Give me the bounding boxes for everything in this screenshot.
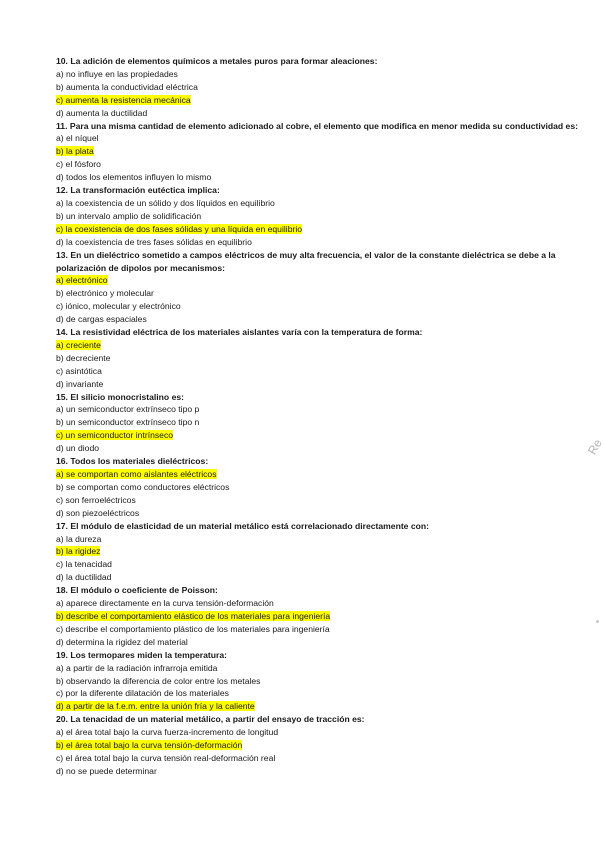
line-text: b) un semiconductor extrínseco tipo n <box>56 417 200 428</box>
answer-option <box>56 700 586 713</box>
answer-option <box>56 507 586 520</box>
answer-option <box>56 339 586 352</box>
highlighted-answer: a) electrónico <box>56 275 108 286</box>
line-text: d) invariante <box>56 378 104 389</box>
line-text: b) electrónico y molecular <box>56 288 154 299</box>
line-text: 12. La transformación eutéctica implica: <box>56 185 220 196</box>
answer-option <box>56 68 586 81</box>
line-text: b) observando la diferencia de color entre los metales <box>56 675 261 686</box>
line-text: b) aumenta la conductividad eléctrica <box>56 81 198 92</box>
question-text <box>56 649 586 662</box>
question-text <box>56 520 586 533</box>
line-text: c) el fósforo <box>56 159 101 170</box>
answer-option <box>56 197 586 210</box>
line-text: d) la ductilidad <box>56 572 112 583</box>
highlighted-answer: b) el área total bajo la curva tensión-deformación <box>56 740 243 751</box>
answer-option <box>56 571 586 584</box>
line-text: a) el área total bajo la curva fuerza-incremento de longitud <box>56 727 279 738</box>
margin-mark-dot <box>596 620 599 623</box>
line-text: d) de cargas espaciales <box>56 314 147 325</box>
answer-option <box>56 274 586 287</box>
line-text: d) no se puede determinar <box>56 765 157 776</box>
answer-option <box>56 132 586 145</box>
line-text: d) determina la rigidez del material <box>56 636 188 647</box>
answer-option <box>56 597 586 610</box>
question-text <box>56 55 586 68</box>
highlighted-answer: b) la rigidez <box>56 546 101 557</box>
line-text: a) aparece directamente en la curva tensión-deformación <box>56 598 274 609</box>
question-text <box>56 326 586 339</box>
line-text: a) a partir de la radiación infrarroja emitida <box>56 662 218 673</box>
line-text: 18. El módulo o coeficiente de Poisson: <box>56 585 218 596</box>
highlighted-answer: b) describe el comportamiento elástico de los materiales para ingeniería <box>56 610 331 621</box>
answer-option <box>56 429 586 442</box>
answer-option <box>56 145 586 158</box>
line-text: b) se comportan como conductores eléctricos <box>56 481 230 492</box>
answer-option <box>56 636 586 649</box>
highlighted-answer: c) la coexistencia de dos fases sólidas y una líquida en equilibrio <box>56 223 303 234</box>
line-text: d) aumenta la ductilidad <box>56 107 148 118</box>
line-text: c) el área total bajo la curva tensión real-deformación real <box>56 752 276 763</box>
answer-option <box>56 416 586 429</box>
answer-option <box>56 675 586 688</box>
line-text: 19. Los termopares miden la temperatura: <box>56 649 227 660</box>
answer-option <box>56 287 586 300</box>
question-text <box>56 584 586 597</box>
answer-option <box>56 610 586 623</box>
answer-option <box>56 545 586 558</box>
line-text: 11. Para una misma cantidad de elemento adicionado al cobre, el elemento que modifica en menor medida su conductividad es: <box>56 120 578 131</box>
highlighted-answer: c) aumenta la resistencia mecánica <box>56 94 191 105</box>
answer-option <box>56 403 586 416</box>
line-text: a) no influye en las propiedades <box>56 68 178 79</box>
highlighted-answer: d) a partir de la f.e.m. entre la unión fría y la caliente <box>56 701 255 712</box>
answer-option <box>56 739 586 752</box>
line-text: 14. La resistividad eléctrica de los materiales aislantes varía con la temperatura de forma: <box>56 327 423 338</box>
question-text <box>56 713 586 726</box>
line-text: 10. La adición de elementos químicos a metales puros para formar aleaciones: <box>56 56 378 66</box>
question-text <box>56 391 586 404</box>
answer-option <box>56 442 586 455</box>
answer-option <box>56 94 586 107</box>
line-text: c) asintótica <box>56 365 102 376</box>
answer-option <box>56 662 586 675</box>
line-text: 20. La tenacidad de un material metálico, a partir del ensayo de tracción es: <box>56 714 365 725</box>
highlighted-answer: a) creciente <box>56 339 101 350</box>
answer-option <box>56 107 586 120</box>
question-text <box>56 455 586 468</box>
line-text: c) por la diferente dilatación de los materiales <box>56 688 229 699</box>
answer-option <box>56 481 586 494</box>
line-text: c) iónico, molecular y electrónico <box>56 301 181 312</box>
line-text: 17. El módulo de elasticidad de un material metálico está correlacionado directamente con: <box>56 520 429 531</box>
margin-watermark: Re <box>585 436 605 457</box>
line-text: a) un semiconductor extrínseco tipo p <box>56 404 200 415</box>
highlighted-answer: a) se comportan como aislantes eléctricos <box>56 469 217 479</box>
answer-option <box>56 300 586 313</box>
highlighted-answer: b) la plata <box>56 146 94 157</box>
line-text: c) la tenacidad <box>56 559 112 570</box>
line-text: a) la coexistencia de un sólido y dos líquidos en equilibrio <box>56 197 275 208</box>
answer-option <box>56 210 586 223</box>
answer-option <box>56 726 586 739</box>
question-text <box>56 184 586 197</box>
line-text: b) un intervalo amplio de solidificación <box>56 210 202 221</box>
line-text: a) el níquel <box>56 133 99 144</box>
answer-option <box>56 558 586 571</box>
answer-option <box>56 365 586 378</box>
answer-option <box>56 468 586 481</box>
answer-option <box>56 623 586 636</box>
line-text: 13. En un dieléctrico sometido a campos eléctricos de muy alta frecuencia, el valor de la constante dieléctrica se debe a la polarización de dipolos por mecanismos: <box>56 249 556 273</box>
line-text: d) la coexistencia de tres fases sólidas en equilibrio <box>56 236 252 247</box>
answer-option <box>56 765 586 778</box>
answer-option <box>56 81 586 94</box>
line-text: d) un diodo <box>56 443 100 454</box>
answer-option <box>56 236 586 249</box>
answer-option <box>56 687 586 700</box>
line-text: d) son piezoeléctricos <box>56 507 140 518</box>
highlighted-answer: c) un semiconductor intrínseco <box>56 430 174 441</box>
answer-option <box>56 158 586 171</box>
line-text: 15. El silicio monocristalino es: <box>56 391 184 402</box>
line-text: c) describe el comportamiento plástico de los materiales para ingeniería <box>56 623 330 634</box>
line-text: d) todos los elementos influyen lo mismo <box>56 172 212 183</box>
answer-option <box>56 752 586 765</box>
answer-option <box>56 352 586 365</box>
answer-option <box>56 313 586 326</box>
question-text <box>56 249 586 275</box>
exam-document <box>56 55 586 778</box>
line-text: c) son ferroeléctricos <box>56 494 136 505</box>
question-text <box>56 120 586 133</box>
answer-option <box>56 494 586 507</box>
line-text: b) decreciente <box>56 352 111 363</box>
line-text: 16. Todos los materiales dieléctricos: <box>56 456 209 467</box>
answer-option <box>56 223 586 236</box>
line-text: a) la dureza <box>56 533 102 544</box>
answer-option <box>56 378 586 391</box>
answer-option <box>56 171 586 184</box>
answer-option <box>56 533 586 546</box>
